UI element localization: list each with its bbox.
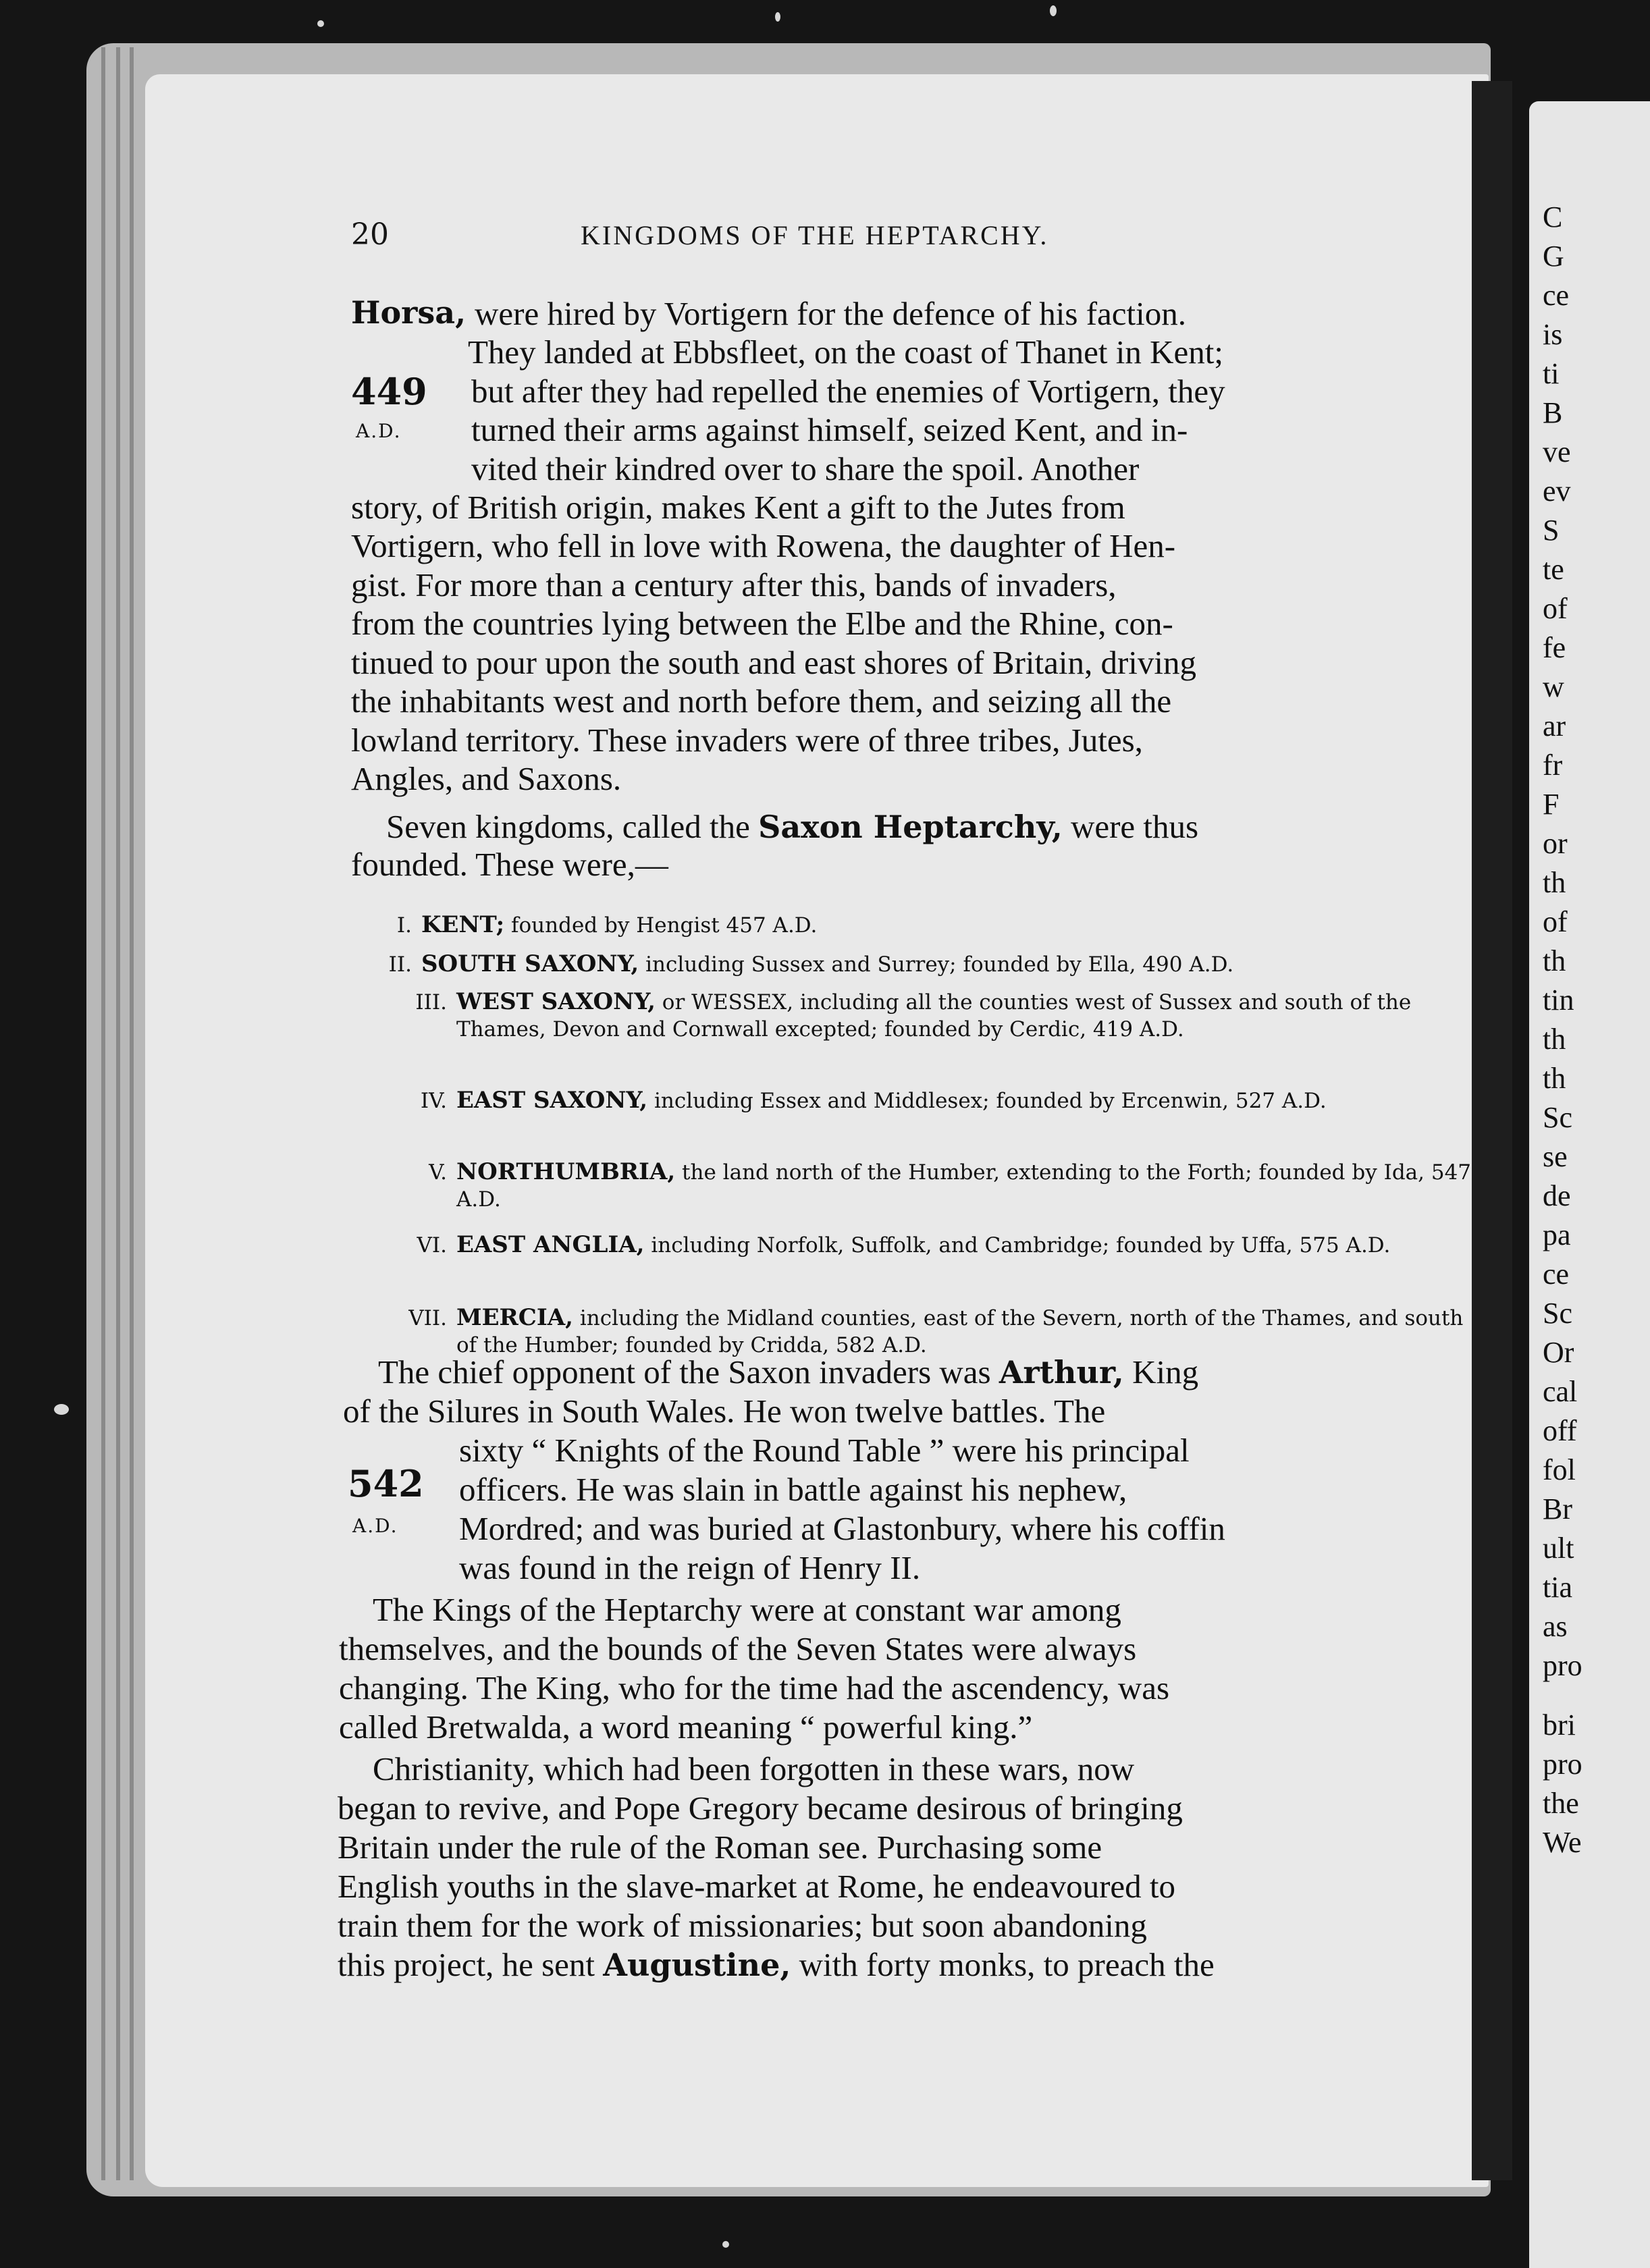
scan-speck: [317, 20, 324, 27]
text-line: officers. He was slain in battle against his nephew,: [459, 1471, 1127, 1508]
facing-page-fragment: off: [1543, 1414, 1577, 1447]
kingdom-description: the land north of the Humber, extending to the Forth; founded by Ida, 547 A.D.: [456, 1160, 1472, 1212]
text-line: was found in the reign of Henry II.: [459, 1549, 921, 1586]
facing-page-fragment: fr: [1543, 749, 1563, 782]
facing-page-fragment: S: [1543, 514, 1560, 547]
roman-numeral: I.: [396, 913, 412, 938]
text-line: [386, 810, 1198, 843]
facing-page-fragment: C: [1543, 200, 1563, 234]
text-run: with forty monks, to preach the: [799, 1946, 1215, 1983]
list-item: [351, 911, 1377, 939]
roman-numeral: VII.: [408, 1306, 447, 1330]
kingdom-description: or WESSEX, including all the counties west of Sussex and south of the Thames, Devon and Cornwall excepted; founded by Cerdic, 419 A.D.: [456, 990, 1412, 1042]
list-item: [351, 1087, 1483, 1114]
text-line: tinued to pour upon the south and east shores of Britain, driving: [351, 644, 1197, 681]
facing-page-fragment: the: [1543, 1787, 1579, 1820]
roman-numeral: II.: [388, 952, 412, 977]
text-line: [378, 1355, 1198, 1388]
facing-page-fragment: of: [1543, 592, 1568, 625]
gutter-shadow: [1472, 81, 1512, 2180]
text-run: this project, he sent: [338, 1946, 595, 1983]
roman-numeral: III.: [415, 990, 447, 1015]
text-line: Britain under the rule of the Roman see. Purchasing some: [338, 1829, 1102, 1866]
scan-speck: [1050, 5, 1057, 16]
page-number: 20: [351, 217, 389, 252]
facing-page-fragment: th: [1543, 866, 1566, 899]
text-run: The chief opponent of the Saxon invaders was: [378, 1353, 991, 1390]
facing-page-fragment: Br: [1543, 1492, 1572, 1526]
margin-year-542: 542: [348, 1462, 424, 1505]
facing-page-fragment: th: [1543, 944, 1566, 977]
facing-page-fragment: fol: [1543, 1453, 1576, 1486]
text-line: They landed at Ebbsfleet, on the coast of Thanet in Kent;: [468, 333, 1223, 371]
text-line: sixty “ Knights of the Round Table ” were his principal: [459, 1432, 1190, 1469]
scan-speck: [775, 12, 780, 22]
facing-page-fragment: We: [1543, 1826, 1582, 1859]
facing-page-fragment: Or: [1543, 1336, 1574, 1369]
facing-page-fragment: pro: [1543, 1748, 1582, 1781]
margin-year-542-era: A.D.: [352, 1515, 398, 1537]
facing-page-fragment: ti: [1543, 357, 1560, 390]
text-line: Vortigern, who fell in love with Rowena, the daughter of Hen-: [351, 527, 1176, 564]
facing-page-fragment: of: [1543, 905, 1568, 938]
facing-page-fragment: cal: [1543, 1375, 1578, 1408]
facing-page: [1529, 101, 1650, 2268]
text-line: changing. The King, who for the time had the ascendency, was: [339, 1669, 1170, 1706]
facing-page-fragment: th: [1543, 1023, 1566, 1056]
text-line: themselves, and the bounds of the Seven States were always: [339, 1630, 1137, 1667]
margin-year-449: 449: [351, 370, 427, 413]
kingdom-name: EAST ANGLIA,: [456, 1231, 645, 1258]
text-run: Seven kingdoms, called the: [386, 808, 750, 845]
text-line: Angles, and Saxons.: [351, 760, 622, 797]
text-line: gist. For more than a century after this, bands of invaders,: [351, 566, 1117, 603]
kingdom-name: MERCIA,: [456, 1304, 573, 1331]
text-line: began to revive, and Pope Gregory became desirous of bringing: [338, 1789, 1183, 1827]
kingdom-description: including Sussex and Surrey; founded by Ella, 490 A.D.: [645, 952, 1234, 977]
facing-page-fragment: ve: [1543, 435, 1571, 468]
facing-page-fragment: ce: [1543, 279, 1570, 312]
roman-numeral: V.: [429, 1160, 447, 1185]
text-line: story, of British origin, makes Kent a gift to the Jutes from: [351, 489, 1125, 526]
facing-page-fragment: w: [1543, 670, 1564, 703]
text-line: The Kings of the Heptarchy were at constant war among: [373, 1591, 1121, 1628]
text-line: Mordred; and was buried at Glastonbury, where his coffin: [459, 1510, 1225, 1547]
facing-page-fragment: pa: [1543, 1218, 1571, 1251]
list-item: [351, 1158, 1483, 1213]
facing-page-fragment: G: [1543, 240, 1564, 273]
list-item: [351, 988, 1483, 1043]
list-item: [351, 950, 1377, 978]
roman-numeral: IV.: [420, 1089, 447, 1113]
bold-term-arthur: Arthur,: [999, 1354, 1124, 1390]
text-line: Christianity, which had been forgotten in these wars, now: [373, 1750, 1135, 1787]
facing-page-fragment: de: [1543, 1179, 1571, 1212]
facing-page-fragment: tia: [1543, 1571, 1572, 1604]
text-line: [338, 1948, 1215, 1981]
text-line: English youths in the slave-market at Rome, he endeavoured to: [338, 1868, 1176, 1905]
facing-page-fragment: B: [1543, 396, 1563, 429]
text-line: called Bretwalda, a word meaning “ powerful king.”: [339, 1708, 1033, 1746]
text-line: vited their kindred over to share the spoil. Another: [471, 450, 1140, 487]
facing-page-fragment: or: [1543, 827, 1568, 860]
text-run: King: [1132, 1353, 1199, 1390]
text-line: train them for the work of missionaries; but soon abandoning: [338, 1907, 1147, 1944]
facing-page-fragment: is: [1543, 318, 1563, 351]
text-run: were thus: [1070, 808, 1199, 845]
list-item: [351, 1231, 1483, 1259]
facing-page-fragment: bri: [1543, 1708, 1576, 1742]
kingdom-name: NORTHUMBRIA,: [456, 1158, 676, 1185]
facing-page-fragment: as: [1543, 1610, 1568, 1643]
facing-page-fragment: se: [1543, 1140, 1568, 1173]
facing-page-fragment: tin: [1543, 983, 1574, 1017]
bold-term-augustine: Augustine,: [603, 1947, 791, 1983]
facing-page-fragment: F: [1543, 788, 1560, 821]
facing-page-fragment: Sc: [1543, 1297, 1572, 1330]
text-line: but after they had repelled the enemies of Vortigern, they: [471, 373, 1225, 410]
margin-year-449-era: A.D.: [356, 420, 402, 442]
text-line: from the countries lying between the Elbe and the Rhine, con-: [351, 605, 1173, 642]
kingdom-description: including the Midland counties, east of the Severn, north of the Thames, and south of the Humber; founded by Cridda, 582 A.D.: [456, 1306, 1464, 1357]
facing-page-fragment: ar: [1543, 709, 1566, 742]
kingdom-name: EAST SAXONY,: [456, 1087, 648, 1114]
facing-page-fragment: ev: [1543, 475, 1571, 508]
facing-page-fragment: ce: [1543, 1258, 1570, 1291]
facing-page-fragment: fe: [1543, 631, 1566, 664]
page-edge-line: [101, 47, 105, 2180]
running-title: KINGDOMS OF THE HEPTARCHY.: [581, 220, 1049, 250]
roman-numeral: VI.: [417, 1233, 447, 1258]
text-line: founded. These were,—: [351, 846, 668, 883]
facing-page-fragment: Sc: [1543, 1101, 1572, 1134]
page-edge-line: [130, 47, 134, 2180]
facing-page-fragment: te: [1543, 553, 1564, 586]
text-line: were hired by Vortigern for the defence of his faction.: [475, 295, 1187, 332]
facing-page-fragment: pro: [1543, 1649, 1582, 1682]
bold-term-saxon-heptarchy: Saxon Heptarchy,: [758, 809, 1063, 845]
text-line: turned their arms against himself, seized Kent, and in-: [471, 411, 1188, 448]
kingdom-name: SOUTH SAXONY,: [421, 950, 639, 977]
text-line: of the Silures in South Wales. He won twelve battles. The: [343, 1393, 1106, 1430]
facing-page-fragment: ult: [1543, 1532, 1574, 1565]
kingdom-name: KENT;: [421, 911, 505, 938]
scan-speck: [54, 1404, 69, 1415]
kingdom-description: founded by Hengist 457 A.D.: [511, 913, 818, 938]
text-line: the inhabitants west and north before them, and seizing all the: [351, 682, 1172, 720]
kingdom-description: including Essex and Middlesex; founded by Ercenwin, 527 A.D.: [654, 1089, 1327, 1113]
page-edge-line: [116, 47, 120, 2180]
kingdom-description: including Norfolk, Suffolk, and Cambridge; founded by Uffa, 575 A.D.: [651, 1233, 1391, 1258]
scan-speck: [722, 2241, 729, 2248]
text-line: lowland territory. These invaders were of three tribes, Jutes,: [351, 722, 1143, 759]
facing-page-fragment: th: [1543, 1062, 1566, 1095]
list-item: [351, 1304, 1483, 1359]
kingdom-name: WEST SAXONY,: [456, 988, 656, 1015]
margin-name-horsa: Horsa,: [351, 294, 467, 331]
